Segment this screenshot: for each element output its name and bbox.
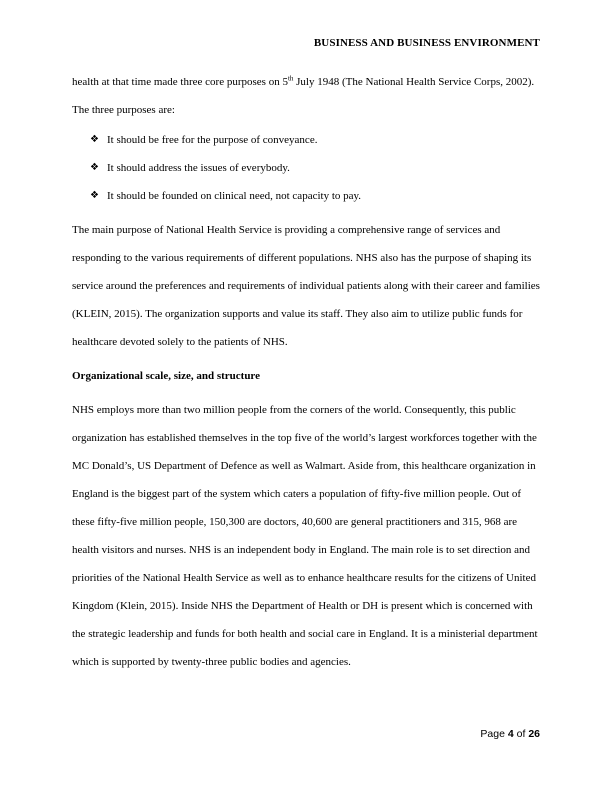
list-item	[90, 182, 542, 210]
current-page: 4	[507, 728, 514, 740]
intro-text-start: health at that time made three core purposes on 5	[72, 76, 288, 88]
list-item-text: It should address the issues of everybody.	[107, 162, 290, 174]
list-item-text: It should be founded on clinical need, not capacity to pay.	[107, 190, 362, 202]
page-body	[72, 68, 542, 682]
list-item	[90, 126, 542, 154]
page-label: Page	[480, 728, 505, 740]
total-pages: 26	[528, 728, 540, 740]
intro-paragraph	[72, 68, 542, 124]
purpose-paragraph: The main purpose of National Health Service is providing a comprehensive range of services and responding to the various requirements of different populations. NHS also has the purpose of shaping its service around the preferences and requirements of individual patients along with their career and families (KLEIN, 2015). The organization supports and value its staff. They also aim to utilize public funds for healthcare devoted solely to the patients of NHS.	[72, 224, 540, 348]
of-label: of	[516, 728, 526, 740]
page-number	[480, 728, 540, 740]
list-item-text: It should be free for the purpose of conveyance.	[107, 134, 318, 146]
scale-paragraph: NHS employs more than two million people from the corners of the world. Consequently, this public organization has established themselves in the top five of the world’s largest workforces together with the MC Donald’s, US Department of Defence as well as Walmart. Aside from, this healthcare organization in England is the biggest part of the system which caters a population of fifty-five million people. Out of these fifty-five million people, 150,300 are doctors, 40,600 are general practitioners and 315, 968 are health visitors and nurses. NHS is an independent body in England. The main role is to set direction and priorities of the National Health Service as well as to enhance healthcare results for the citizens of United Kingdom (Klein, 2015). Inside NHS the Department of Health or DH is present which is concerned with the strategic leadership and funds for both health and social care in England. It is a ministerial department which is supported by twenty-three public bodies and agencies.	[72, 404, 538, 668]
purposes-list	[72, 126, 542, 210]
intro-text-end: July 1948 (The National Health Service Corps, 2002). The three purposes are:	[72, 76, 535, 116]
section-heading: Organizational scale, size, and structure	[72, 370, 260, 382]
diamond-bullet-icon: ❖	[90, 190, 99, 201]
running-header: BUSINESS AND BUSINESS ENVIRONMENT	[313, 37, 540, 49]
diamond-bullet-icon: ❖	[90, 134, 99, 145]
diamond-bullet-icon: ❖	[90, 162, 99, 173]
ordinal-suffix: th	[287, 74, 294, 83]
list-item	[90, 154, 542, 182]
